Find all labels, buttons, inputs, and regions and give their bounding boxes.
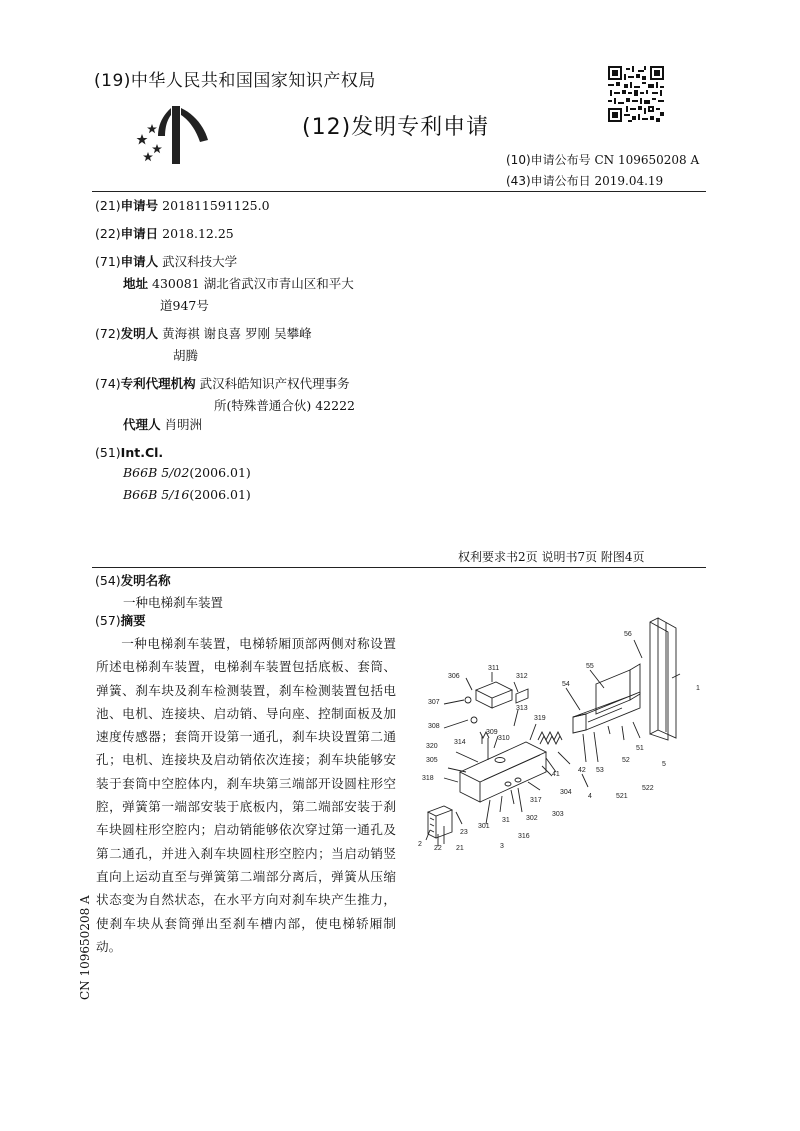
figure-label: 41 xyxy=(552,771,560,778)
figure-label: 42 xyxy=(578,767,586,774)
filing-date xyxy=(95,223,234,245)
figure-label: 54 xyxy=(562,681,570,688)
field-code: (71) xyxy=(95,254,121,269)
field-code: (74) xyxy=(95,376,121,391)
figure-label: 312 xyxy=(516,673,528,680)
field-code: (54) xyxy=(95,573,121,588)
agency-line-2: 所(特殊普通合伙) 42222 xyxy=(214,398,355,413)
field-label: 发明名称 xyxy=(120,573,171,588)
field-label: 地址 xyxy=(123,276,149,291)
field-code: (51) xyxy=(95,445,121,460)
publication-number xyxy=(506,151,699,168)
field-code: (22) xyxy=(95,226,121,241)
inventors xyxy=(95,323,312,345)
office-name: (19)中华人民共和国国家知识产权局 xyxy=(94,71,376,91)
agent xyxy=(123,414,202,436)
figure-label: 318 xyxy=(422,775,434,782)
figure-label: 3 xyxy=(500,843,504,850)
figure-label: 22 xyxy=(434,845,442,852)
figure-label: 306 xyxy=(448,673,460,680)
ipc-code: B66B 5/16 xyxy=(123,487,190,502)
ipc-class-1 xyxy=(123,465,251,480)
figure-label: 304 xyxy=(560,789,572,796)
figure-label: 320 xyxy=(426,743,438,750)
figure-label: 23 xyxy=(460,829,468,836)
figure-label: 307 xyxy=(428,699,440,706)
side-publication-number: CN 109650208 A xyxy=(78,895,92,1000)
field-label: 发明人 xyxy=(120,326,159,341)
figure-label: 302 xyxy=(526,815,538,822)
figure-label: 303 xyxy=(552,811,564,818)
publication-date-value: 2019.04.19 xyxy=(594,174,664,188)
figure-label: 31 xyxy=(502,817,510,824)
field-value: 肖明洲 xyxy=(164,417,203,432)
ipc-version: (2006.01) xyxy=(189,487,251,502)
figure-label: 4 xyxy=(588,793,592,800)
application-number xyxy=(95,195,270,217)
figure-label: 521 xyxy=(616,793,628,800)
page-counts: 权利要求书2页 说明书7页 附图4页 xyxy=(458,550,645,564)
figure-label: 21 xyxy=(456,845,464,852)
qr-code-icon xyxy=(608,66,664,122)
figure-label: 311 xyxy=(488,665,500,672)
figure-label: 522 xyxy=(642,785,654,792)
publication-date-label: (43)申请公布日 xyxy=(506,174,591,188)
figure-label: 310 xyxy=(498,735,510,742)
figure-label: 2 xyxy=(418,841,422,848)
field-label: Int.Cl. xyxy=(120,445,164,460)
figure-label: 309 xyxy=(486,729,498,736)
inventors-line-1: 黄海祺 谢良喜 罗刚 吴攀峰 xyxy=(162,326,312,341)
figure-label: 301 xyxy=(478,823,490,830)
patent-drawing xyxy=(418,612,718,862)
publication-date xyxy=(506,172,663,189)
int-cl xyxy=(95,442,163,464)
figure-label: 55 xyxy=(586,663,594,670)
figure-label: 53 xyxy=(596,767,604,774)
field-label: 申请日 xyxy=(120,226,159,241)
figure-label: 1 xyxy=(696,685,700,692)
field-label: 申请人 xyxy=(120,254,159,269)
figure-label: 56 xyxy=(624,631,632,638)
figure-label: 51 xyxy=(636,745,644,752)
document-type: (12)发明专利申请 xyxy=(302,115,490,140)
field-code: (57) xyxy=(95,613,121,628)
figure-label: 5 xyxy=(662,761,666,768)
applicant xyxy=(95,251,237,273)
ipc-code: B66B 5/02 xyxy=(123,465,190,480)
header-divider xyxy=(92,191,706,192)
figure-label: 314 xyxy=(454,739,466,746)
ipc-class-2 xyxy=(123,487,251,502)
field-label: 摘要 xyxy=(120,613,146,628)
field-label: 申请号 xyxy=(120,198,159,213)
field-value: 武汉科技大学 xyxy=(162,254,238,269)
field-label: 专利代理机构 xyxy=(120,376,196,391)
field-value: 2018.12.25 xyxy=(162,226,234,241)
agency-line-1: 武汉科皓知识产权代理事务 xyxy=(199,376,350,391)
figure-label: 317 xyxy=(530,797,542,804)
patent-agency xyxy=(95,373,350,395)
cnipa-logo xyxy=(128,104,212,168)
address-line-1: 430081 湖北省武汉市青山区和平大 xyxy=(152,276,354,291)
figure-label: 316 xyxy=(518,833,530,840)
figure-label: 313 xyxy=(516,705,528,712)
address xyxy=(123,273,354,295)
abstract-text: 一种电梯刹车装置，电梯轿厢顶部两侧对称设置所述电梯刹车装置，电梯刹车装置包括底板、套筒、弹簧、刹车块及刹车检测装置，刹车检测装置包括电池、电机、连接块、启动销、导向座、控制面板及加速度传感器；套筒开设第一通孔，刹车块设置第二通孔；电机、连接块及启动销依次连接；刹车块能够安装于套筒中空腔体内，刹车块第三端部开设圆柱形空腔，弹簧第一端部安装于底板内，第二端部安装于刹车块圆柱形空腔内；启动销能够依次穿过第一通孔及第二通孔，并进入刹车块圆柱形空腔内；当启动销竖直向上运动直至与弹簧第二端部分离后，弹簧从压缩状态变为自然状态，在水平方向对刹车块产生推力，使刹车块从套筒弹出至刹车槽内部，使电梯轿厢制动。 xyxy=(96,636,396,954)
section-divider xyxy=(92,567,706,568)
figure-label: 308 xyxy=(428,723,440,730)
abstract-heading xyxy=(95,610,146,632)
invention-title-heading xyxy=(95,570,171,592)
field-label: 代理人 xyxy=(123,417,161,432)
ipc-version: (2006.01) xyxy=(189,465,251,480)
publication-number-label: (10)申请公布号 xyxy=(506,153,591,167)
figure-label: 319 xyxy=(534,715,546,722)
publication-number-value: CN 109650208 A xyxy=(594,153,700,167)
figure-label: 52 xyxy=(622,757,630,764)
figure-label: 305 xyxy=(426,757,438,764)
address-line-2: 道947号 xyxy=(160,298,209,313)
field-code: (21) xyxy=(95,198,121,213)
inventors-line-2: 胡腾 xyxy=(173,348,199,363)
field-code: (72) xyxy=(95,326,121,341)
field-value: 201811591125.0 xyxy=(162,198,270,213)
invention-title: 一种电梯刹车装置 xyxy=(123,595,224,610)
